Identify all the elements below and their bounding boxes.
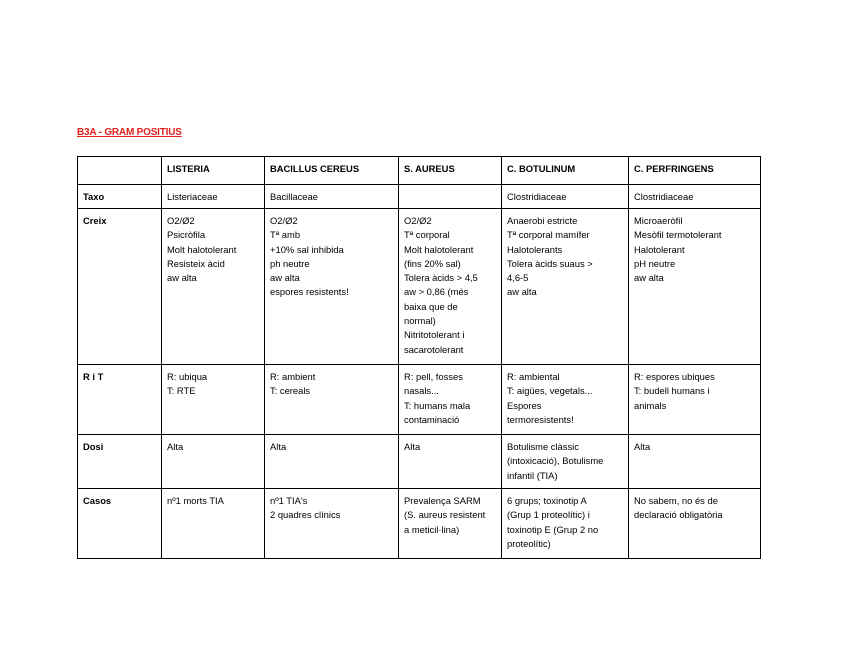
cell-line: R: pell, fosses [404, 371, 463, 382]
page-title: B3A - GRAM POSITIUS [77, 127, 182, 138]
header-c-botulinum: C. BOTULINUM [502, 157, 629, 185]
row-label: Taxo [78, 185, 162, 209]
cell-line: Halotolerants [507, 243, 563, 255]
cell-line: espores resistents! [270, 286, 349, 298]
table-cell [265, 365, 399, 435]
table-row [78, 435, 761, 489]
cell-line: Molt halotolerant [167, 243, 237, 255]
row-label: Dosi [78, 435, 162, 489]
header-c-perfringens: C. PERFRINGENS [629, 157, 761, 185]
cell-line: animals [634, 399, 667, 411]
cell-line: (S. aureus resistent [404, 509, 486, 521]
cell-line: T: RTE [167, 385, 196, 397]
cell-line: Nitritotolerant i [404, 329, 465, 341]
table-cell [629, 435, 761, 489]
cell-line: infantil (TIA) [507, 469, 558, 481]
cell-line: Prevalença SARM [404, 495, 481, 506]
row-label: Casos [78, 489, 162, 559]
table-cell [265, 435, 399, 489]
table-cell [629, 209, 761, 365]
table-cell [502, 185, 629, 209]
cell-line: R: ambient [270, 371, 316, 382]
cell-line: R: espores ubiques [634, 371, 715, 382]
cell-line: Halotolerant [634, 243, 685, 255]
cell-line: T: budell humans i [634, 385, 710, 397]
header-bacillus-cereus: BACILLUS CEREUS [265, 157, 399, 185]
cell-line: Tolera àcids suaus > [507, 257, 593, 269]
cell-line: Alta [634, 441, 651, 452]
cell-line: ph neutre [270, 257, 310, 269]
cell-line: +10% sal inhibida [270, 243, 344, 255]
table-cell [502, 435, 629, 489]
table-row [78, 489, 761, 559]
table-row [78, 209, 761, 365]
cell-line: Anaerobi estricte [507, 215, 578, 226]
cell-line: 4,6-5 [507, 272, 529, 284]
cell-line: Tolera àcids > 4,5 [404, 272, 478, 284]
cell-line: aw alta [634, 272, 664, 284]
table-cell [265, 209, 399, 365]
cell-line: aw alta [507, 286, 537, 298]
cell-line: Clostridiaceae [634, 191, 694, 202]
cell-line: Tª corporal mamífer [507, 229, 590, 241]
cell-line: (intoxicació), Botulisme [507, 455, 604, 467]
row-label: R i T [78, 365, 162, 435]
cell-line: Alta [167, 441, 184, 452]
table-row [78, 185, 761, 209]
cell-line: (Grup 1 proteolític) i [507, 509, 590, 521]
header-listeria: LISTERIA [162, 157, 265, 185]
table-cell [629, 185, 761, 209]
cell-line: aw alta [167, 272, 197, 284]
comparison-table [77, 156, 761, 559]
cell-line: toxinotip E (Grup 2 no [507, 523, 599, 535]
header-s-aureus: S. AUREUS [399, 157, 502, 185]
cell-line: O2/Ø2 [270, 215, 298, 226]
table-cell [265, 489, 399, 559]
table-cell [629, 365, 761, 435]
cell-line: Microaeròfil [634, 215, 683, 226]
cell-line: proteolític) [507, 537, 551, 549]
cell-line: No sabem, no és de [634, 495, 718, 506]
table-cell [399, 185, 502, 209]
cell-line: R: ubiqua [167, 371, 208, 382]
cell-line: Alta [404, 441, 421, 452]
table-cell [399, 435, 502, 489]
table-cell [399, 209, 502, 365]
table-cell [629, 489, 761, 559]
cell-line: pH neutre [634, 257, 676, 269]
table-cell [502, 489, 629, 559]
cell-line: T: cereals [270, 385, 311, 397]
cell-line: Espores [507, 399, 542, 411]
cell-line: Clostridiaceae [507, 191, 567, 202]
cell-line: Resisteix àcid [167, 257, 225, 269]
cell-line: T: aigües, vegetals... [507, 385, 593, 397]
cell-line: Botulisme clàssic [507, 441, 579, 452]
cell-line: O2/Ø2 [404, 215, 432, 226]
cell-line: Molt halotolerant [404, 243, 474, 255]
table-cell [399, 365, 502, 435]
cell-line: Listeriaceae [167, 191, 218, 202]
cell-line: aw alta [270, 272, 300, 284]
header-corner [78, 157, 162, 185]
table-cell [265, 185, 399, 209]
cell-line: sacarotolerant [404, 343, 464, 355]
row-label: Creix [78, 209, 162, 365]
cell-line: baixa que de [404, 300, 458, 312]
cell-line: 6 grups; toxinotip A [507, 495, 587, 506]
cell-line: normal) [404, 315, 436, 327]
cell-line: declaració obligatòria [634, 509, 723, 521]
cell-line: termoresistents! [507, 413, 574, 425]
cell-line: R: ambiental [507, 371, 560, 382]
cell-line: Alta [270, 441, 287, 452]
cell-line: (fins 20% sal) [404, 257, 461, 269]
cell-line: Psicròfila [167, 229, 206, 241]
table-row [78, 365, 761, 435]
cell-line: nasals... [404, 385, 439, 397]
cell-line: Bacillaceae [270, 191, 318, 202]
cell-line: nº1 morts TIA [167, 495, 224, 506]
table-cell [162, 435, 265, 489]
table-cell [162, 209, 265, 365]
cell-line: Tª amb [270, 229, 301, 241]
cell-line: T: humans mala [404, 399, 471, 411]
cell-line: 2 quadres clínics [270, 509, 341, 521]
table-cell [399, 489, 502, 559]
cell-line: Tª corporal [404, 229, 450, 241]
cell-line: contaminació [404, 413, 460, 425]
cell-line: aw > 0,86 (més [404, 286, 469, 298]
cell-line: O2/Ø2 [167, 215, 195, 226]
table-cell [162, 365, 265, 435]
cell-line: a meticil·lina) [404, 523, 460, 535]
table-cell [162, 185, 265, 209]
table-cell [502, 365, 629, 435]
cell-line: Mesòfil termotolerant [634, 229, 722, 241]
cell-line: nº1 TIA's [270, 495, 308, 506]
table-cell [162, 489, 265, 559]
table-cell [502, 209, 629, 365]
header-row [78, 157, 761, 185]
